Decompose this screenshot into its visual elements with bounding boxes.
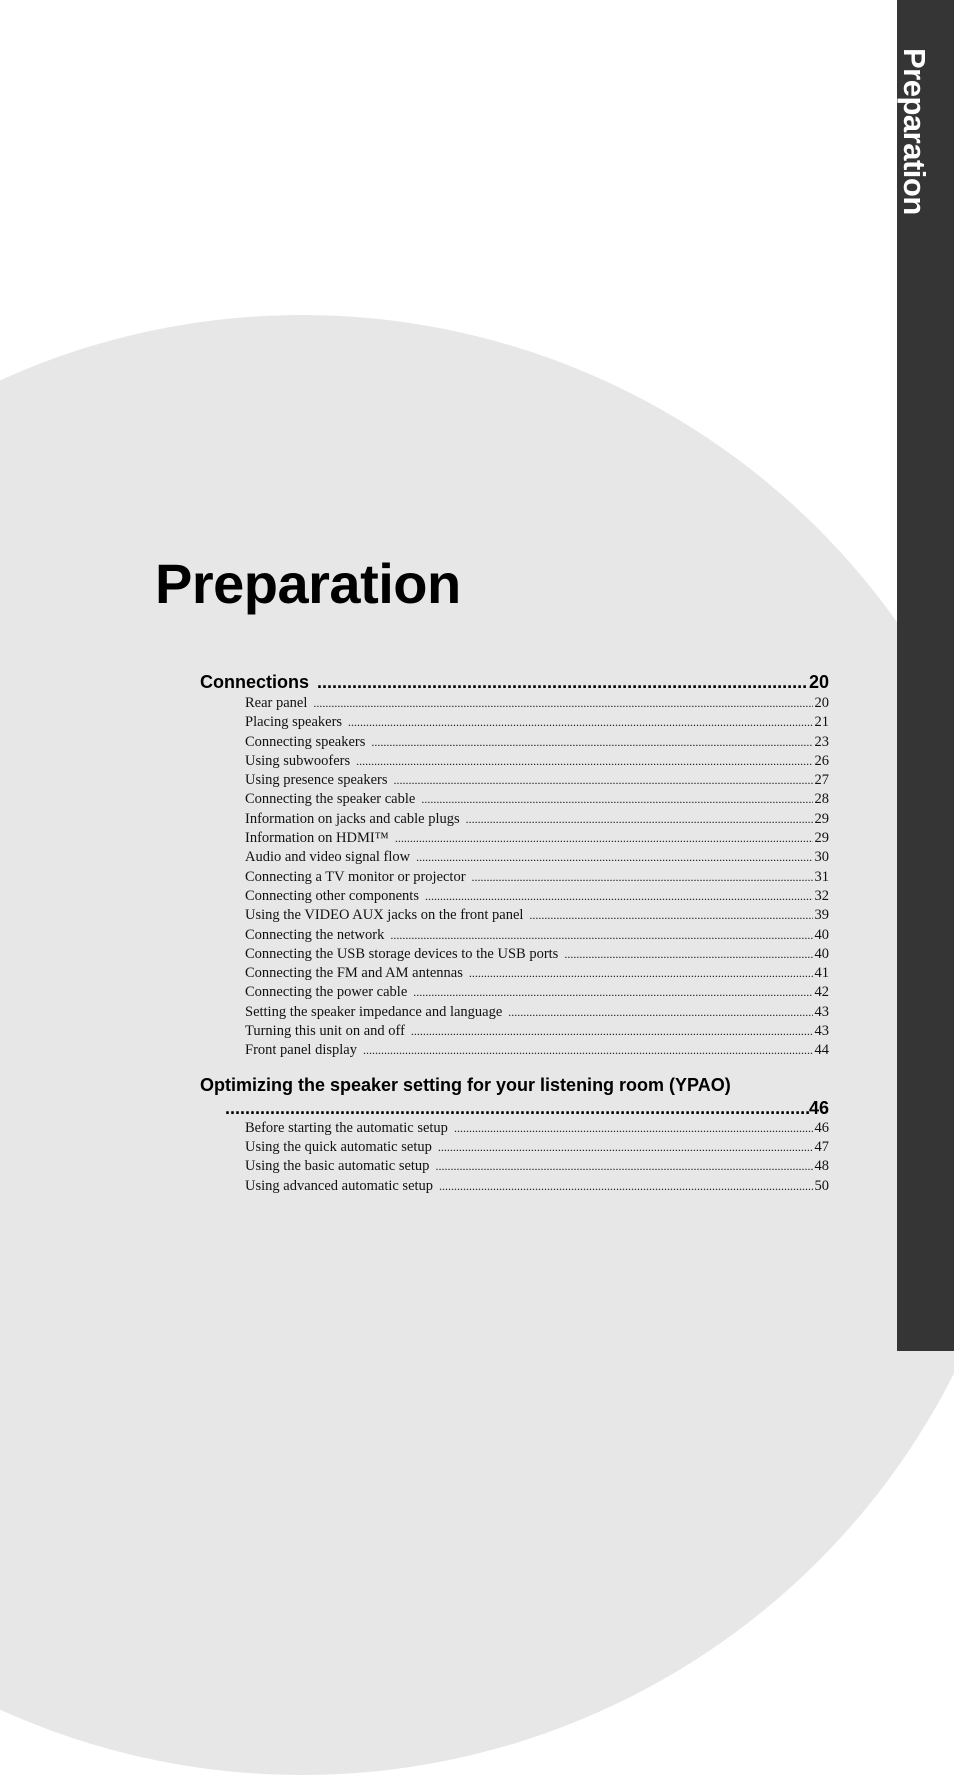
toc-item[interactable] [245,887,829,906]
toc-item[interactable] [245,1157,829,1176]
toc-item[interactable] [245,790,829,809]
dot-leader [421,790,812,809]
toc-item-label: Using advanced automatic setup [245,1177,434,1194]
dot-leader [508,1003,812,1022]
dot-leader [439,1177,812,1196]
toc-item[interactable] [245,694,829,713]
dot-leader [472,868,813,887]
toc-item-label: Setting the speaker impedance and language [245,1003,503,1020]
toc-item-label: Rear panel [245,695,308,711]
toc-item[interactable] [245,868,829,887]
table-of-contents [200,670,829,1196]
toc-item-page: 30 [814,849,829,866]
toc-item[interactable] [245,829,829,848]
toc-item-page: 46 [814,1119,829,1136]
toc-item-page: 40 [814,945,829,962]
toc-item-label: Connecting the FM and AM antennas [245,965,463,982]
toc-item-page: 47 [814,1138,829,1155]
toc-item-label: Using the VIDEO AUX jacks on the front panel [245,907,524,924]
toc-item-page: 20 [814,695,829,711]
toc-item-label: Using presence speakers [245,772,388,789]
toc-item[interactable] [245,1119,829,1138]
toc-item[interactable] [245,771,829,790]
dot-leader [371,733,812,752]
toc-item-page: 41 [814,965,829,982]
toc-item-label: Connecting the USB storage devices to the USB ports [245,945,559,962]
toc-item[interactable] [245,1022,829,1041]
toc-item-label: Using subwoofers [245,752,351,769]
toc-item[interactable] [245,733,829,752]
dot-leader [317,670,806,694]
side-tab-label: Preparation [897,48,932,215]
dot-leader [469,964,813,983]
dot-leader [564,945,812,964]
dot-leader [395,829,813,848]
toc-item-page: 31 [814,868,829,885]
toc-item[interactable] [245,1138,829,1157]
toc-heading-title: Connections [200,672,310,692]
toc-item-label: Using the quick automatic setup [245,1138,432,1155]
toc-item[interactable] [245,1003,829,1022]
toc-item-label: Audio and video signal flow [245,849,411,866]
toc-item-label: Placing speakers [245,714,343,731]
toc-section-connections [200,670,829,1061]
toc-item-label: Connecting a TV monitor or projector [245,868,466,885]
dot-leader [435,1157,812,1176]
dot-leader [390,926,812,945]
toc-item[interactable] [245,1177,829,1196]
toc-heading-leader-line [225,1097,829,1119]
toc-item-list [200,694,829,1061]
toc-item[interactable] [245,964,829,983]
toc-item-page: 50 [814,1177,829,1194]
toc-item-page: 48 [814,1158,829,1175]
toc-heading-page: 20 [808,672,829,692]
toc-item-page: 28 [814,791,829,808]
toc-heading-title: Optimizing the speaker setting for your listening room (YPAO) [200,1074,731,1095]
toc-item-page: 27 [814,772,829,789]
toc-item-label: Front panel display [245,1042,357,1059]
toc-item-label: Turning this unit on and off [245,1023,405,1040]
toc-item-page: 26 [814,752,829,769]
toc-item-page: 29 [814,810,829,827]
dot-leader [356,752,812,771]
toc-item[interactable] [245,810,829,829]
toc-item[interactable] [245,848,829,867]
toc-item-label: Connecting the power cable [245,984,408,1001]
toc-item-page: 42 [814,984,829,1001]
dot-leader [466,810,813,829]
toc-item-list [200,1119,829,1196]
dot-leader [438,1138,813,1157]
page-title: Preparation [155,552,461,615]
toc-item-label: Connecting other components [245,887,419,904]
toc-heading[interactable] [200,1073,829,1119]
toc-item-page: 21 [814,714,829,731]
dot-leader [416,848,812,867]
toc-item[interactable] [245,906,829,925]
toc-item[interactable] [245,1041,829,1060]
dot-leader [363,1041,813,1060]
dot-leader [313,694,812,713]
toc-item-page: 44 [814,1042,829,1059]
toc-item-label: Before starting the automatic setup [245,1119,448,1136]
toc-item-label: Using the basic automatic setup [245,1158,430,1175]
toc-item-label: Connecting the speaker cable [245,791,416,808]
toc-item-page: 43 [814,1003,829,1020]
dot-leader [394,771,813,790]
dot-leader [411,1022,813,1041]
toc-heading[interactable] [200,670,829,694]
toc-heading-page: 46 [808,1097,829,1118]
toc-item-page: 29 [814,830,829,847]
dot-leader [454,1119,813,1138]
dot-leader [529,906,812,925]
dot-leader [425,887,813,906]
toc-item-page: 40 [814,926,829,943]
toc-item[interactable] [245,713,829,732]
toc-item-page: 39 [814,907,829,924]
toc-item-page: 23 [814,733,829,750]
toc-section-ypao [200,1073,829,1196]
toc-item-label: Information on HDMI™ [245,830,389,847]
dot-leader [225,1097,809,1119]
toc-item-label: Connecting the network [245,926,385,943]
toc-item[interactable] [245,945,829,964]
toc-item-page: 32 [814,887,829,904]
dot-leader [413,983,812,1002]
toc-item[interactable] [245,983,829,1002]
toc-item[interactable] [245,926,829,945]
toc-item[interactable] [245,752,829,771]
toc-item-label: Information on jacks and cable plugs [245,810,460,827]
toc-item-page: 43 [814,1023,829,1040]
toc-item-label: Connecting speakers [245,733,366,750]
dot-leader [348,713,812,732]
